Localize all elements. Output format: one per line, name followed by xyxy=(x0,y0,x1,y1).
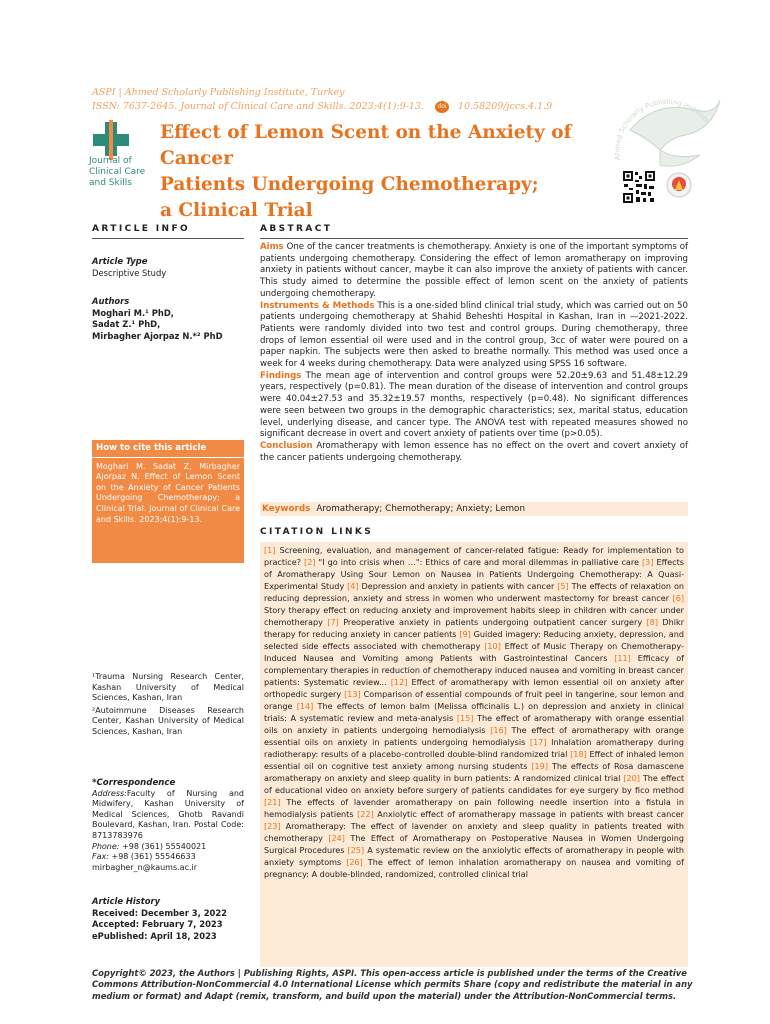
author-2: Sadat Z.¹ PhD, xyxy=(92,319,161,329)
journal-logo-name: Journal of Clinical Care and Skills xyxy=(89,156,146,188)
citation-number[interactable]: [7] xyxy=(327,617,339,628)
article-type-value: Descriptive Study xyxy=(92,267,167,278)
phone-label: Phone: xyxy=(92,841,120,851)
citation-link[interactable]: The effect of educational video on anxiety before surgery of patients candidates for eye surgery by fico method xyxy=(264,773,684,796)
article-info-rule xyxy=(92,238,244,239)
citation-link[interactable]: The effects of lemon balm (Melissa officinalis L.) on depression and anxiety in clinical trials: A systematic review and meta-analysis xyxy=(264,701,684,724)
fax-line xyxy=(92,852,244,863)
citation-links-heading: CITATION LINKS xyxy=(260,527,374,537)
qr-code-icon[interactable] xyxy=(622,170,656,204)
citation-links-list xyxy=(260,542,688,967)
citation-link[interactable]: The effects of lavender aromatherapy on pain following needle insertion into a fistula in hemodialysis patients xyxy=(264,797,684,820)
fax-label: Fax: xyxy=(92,852,109,862)
citation-link[interactable]: Anxiolytic effect of aromatherapy massage in patients with breast cancer xyxy=(377,809,684,820)
citation-number[interactable]: [16] xyxy=(490,725,507,736)
citation-number[interactable]: [23] xyxy=(264,821,281,832)
phone-value: +98 (361) 55540021 xyxy=(122,841,207,851)
correspondence-block xyxy=(92,778,244,873)
phone-line xyxy=(92,842,244,853)
issn-line xyxy=(92,100,552,114)
address-value: Faculty of Nursing and Midwifery, Kashan University of Medical Sciences, Ghotb Ravandi Boulevard, Kashan, Iran. Postal Code: 8713783976 xyxy=(92,788,244,840)
article-type-block xyxy=(92,256,244,279)
citation-link[interactable]: Effects of Aromatherapy Using Sour Lemon on Nausea in Patients Undergoing Chemotherapy: A Quasi-Experimental Study xyxy=(264,557,684,592)
keywords-value: Aromatherapy; Chemotherapy; Anxiety; Lemon xyxy=(316,504,526,514)
article-type-label: Article Type xyxy=(92,256,148,266)
how-to-cite-heading: How to cite this article xyxy=(92,440,244,458)
citation-link[interactable]: Effect of inhaled lemon essential oil on cognitive test anxiety among nursing students xyxy=(264,749,684,772)
citation-number[interactable]: [5] xyxy=(557,581,569,592)
citation-link[interactable]: Preoperative anxiety in patients undergoing outpatient cancer surgery xyxy=(343,617,643,628)
fax-value: +98 (361) 55546633 xyxy=(111,852,196,862)
citation-link[interactable]: Story therapy effect on reducing anxiety and improvement habits sleep in children with cancer under chemotherapy xyxy=(264,605,684,628)
email-link[interactable]: mirbagher_n@kaums.ac.ir xyxy=(92,862,198,872)
citation-number[interactable]: [15] xyxy=(456,713,474,724)
correspondence-label: *Correspondence xyxy=(92,778,176,788)
published-date: ePublished: April 18, 2023 xyxy=(92,930,217,941)
article-history-label: Article History xyxy=(92,896,161,906)
affiliation-1: ¹Trauma Nursing Research Center, Kashan University of Medical Sciences, Kashan, Iran xyxy=(92,672,244,703)
copyright-notice: Copyright© 2023, the Authors | Publishing Rights, ASPI. This open-access article is published under the terms of the Creative Commons Attribution-NonCommercial 4.0 International License which permits Share (copy and redistribute the material in any medium or format) and Adapt (remix, transform, and build upon the material) under the Attribution-NonCommercial terms. xyxy=(92,968,693,1001)
citation-number[interactable]: [11] xyxy=(614,653,631,664)
citation-number[interactable]: [10] xyxy=(484,641,501,652)
article-info-heading: ARTICLE INFO xyxy=(92,224,191,234)
citation-link[interactable]: Screening, evaluation, and management of cancer-related fatigue: Ready for implementation to practice? xyxy=(264,545,684,568)
publisher-bird-logo xyxy=(600,90,730,200)
keywords-label: Keywords xyxy=(262,504,311,514)
methods-label: Instruments & Methods xyxy=(260,300,375,311)
abstract-findings: Findings The mean age of intervention and control groups were 52.20±9.63 and 51.48±12.29 years, respectively (p=0.81). The mean duration of the disease of intervention and control groups were 40.04±27.53 and 35.32±19.57 months, respectively (p=0.48). No significant differences were seen between two groups in the demographic characteristics; sex, marital status, education level, underlying disease, and cancer type. The ANOVA test with repeated measures showed no significant decrease in overt and covert anxiety of patients over time (p>0.05). xyxy=(260,370,688,440)
citation-link[interactable]: Aromatherapy: The effect of lavender on anxiety and sleep quality in patients treated with chemotherapy xyxy=(264,821,684,844)
citation-link[interactable]: Effect of aromatherapy with lemon essential oil on anxiety after orthopedic surgery xyxy=(264,677,685,700)
citation-number[interactable]: [13] xyxy=(344,689,361,700)
citation-number[interactable]: [9] xyxy=(459,629,471,640)
citation-link[interactable]: Inhalation aromatherapy during radiotherapy: results of a placebo-controlled double-blind randomized trial xyxy=(264,737,684,760)
citation-link[interactable]: The effect of lemon inhalation aromatherapy on nausea and vomiting of pregnancy: A double-blinded, randomized, controlled clinical trial xyxy=(264,857,684,880)
issn-text: ISSN: 7637-2645. Journal of Clinical Care and Skills. 2023;4(1):9-13. xyxy=(92,101,424,112)
article-history-block xyxy=(92,896,244,942)
citation-link[interactable]: Efficacy of complementary therapies in reduction of chemotherapy induced nausea and vomiting in breast cancer patients: Systematic review... xyxy=(264,653,685,688)
citation-number[interactable]: [21] xyxy=(264,797,281,808)
abstract-rule xyxy=(260,238,688,239)
doi-icon: doi xyxy=(435,101,449,113)
authors-label: Authors xyxy=(92,296,130,306)
conclusion-label: Conclusion xyxy=(260,440,313,451)
citation-number[interactable]: [17] xyxy=(529,737,547,748)
publisher-line: ASPI | Ahmed Scholarly Publishing Institute, Turkey xyxy=(92,87,345,98)
citation-number[interactable]: [20] xyxy=(623,773,640,784)
abstract-body xyxy=(260,242,688,464)
citation-number[interactable]: [12] xyxy=(390,677,408,688)
aims-label: Aims xyxy=(260,242,284,252)
citation-link[interactable]: A systematic review on the anxiolytic effects of aromatherapy in people with anxiety symptoms xyxy=(264,845,685,868)
citation-link[interactable]: The effect of aromatherapy with orange essential oils on anxiety in patients undergoing hemodialysis xyxy=(264,725,684,748)
how-to-cite-box xyxy=(92,440,244,563)
journal-logo xyxy=(85,120,155,200)
citation-number[interactable]: [14] xyxy=(296,701,314,712)
citation-number[interactable]: [8] xyxy=(646,617,658,628)
citation-number[interactable]: [24] xyxy=(328,833,345,844)
crossmark-icon[interactable] xyxy=(666,172,692,200)
author-1: Moghari M.¹ PhD, xyxy=(92,307,174,318)
keywords-bar xyxy=(260,502,688,516)
abstract-methods: Instruments & Methods This is a one-sided blind clinical trial study, which was carried out on 50 patients undergoing chemotherapy at Shahid Beheshti Hospital in Kashan, Iran in —2021-2022. Patients were randomly divided into two test and control groups. During chemotherapy, three drops of lemon essential oil were used and in the control group, 3cc of water were poured on a paper napkin. The subjects were then asked to breathe normally. This method was used once a week for 4 weeks during chemotherapy. Data were analyzed using SPSS 16 software. xyxy=(260,300,688,370)
journal-meta xyxy=(92,86,552,114)
citation-number[interactable]: [2] xyxy=(304,557,316,568)
citation-link[interactable]: The effect of aromatherapy with orange essential oils on anxiety in patients undergoing hemodialysis xyxy=(264,713,684,736)
abstract-aims: Aims One of the cancer treatments is chemotherapy. Anxiety is one of the important symptoms of patients undergoing chemotherapy. Considering the effect of lemon aromatherapy on improving anxiety in patients without cancer, maybe it can also improve the anxiety of patients with cancer. This study aimed to determine the possible effect of lemon scent on the anxiety of patients undergoing chemotherapy. xyxy=(260,242,688,299)
abstract-heading: ABSTRACT xyxy=(260,224,333,234)
citation-number[interactable]: [26] xyxy=(346,857,363,868)
citation-number[interactable]: [18] xyxy=(570,749,587,760)
address-label: Address: xyxy=(92,788,127,798)
correspondence-address xyxy=(92,789,244,842)
affiliation-2: ²Autoimmune Diseases Research Center, Kashan University of Medical Sciences, Kashan, Iran xyxy=(92,705,244,736)
citation-number[interactable]: [4] xyxy=(347,581,359,592)
affiliations-block xyxy=(92,672,244,738)
authors-block xyxy=(92,296,244,342)
citation-link[interactable]: Guided imagery: Reducing anxiety, depression, and selected side effects associated with chemotherapy xyxy=(264,629,684,652)
citation-number[interactable]: [1] xyxy=(264,545,276,555)
findings-label: Findings xyxy=(260,370,302,381)
journal-logo-icon xyxy=(85,120,155,160)
citation-link[interactable]: Dhikr therapy for reducing anxiety in cancer patients xyxy=(264,617,685,640)
citation-link[interactable]: Comparison of essential compounds of fruit peel in tangerine, sour lemon and orange xyxy=(264,689,685,712)
how-to-cite-text: Moghari M. Sadat Z, Mirbagher Ajorpaz N. Effect of Lemon Scent on the Anxiety of Cancer Patients Undergoing Chemotherapy; a Clinical Trial. Journal of Clinical Care and Skills. 2023;4(1):9-13. xyxy=(96,461,240,524)
citation-link[interactable]: Effect of Music Therapy on Chemotherapy-Induced Nausea and Vomiting among Patients with Gastrointestinal Cancers xyxy=(264,641,684,664)
citation-number[interactable]: [25] xyxy=(347,845,365,856)
accepted-date: Accepted: February 7, 2023 xyxy=(92,919,223,929)
citation-number[interactable]: [3] xyxy=(642,557,654,568)
received-date: Received: December 3, 2022 xyxy=(92,907,228,918)
doi-link[interactable]: 10.58209/jccs.4.1.9 xyxy=(458,101,553,112)
citation-number[interactable]: [19] xyxy=(531,761,548,772)
citation-number[interactable]: [6] xyxy=(672,593,684,604)
abstract-conclusion: Conclusion Aromatherapy with lemon essence has no effect on the overt and covert anxiety of the cancer patients undergoing chemotherapy. xyxy=(260,440,688,463)
citation-link[interactable]: The Effect of Aromatherapy on Postoperative Nausea in Women Undergoing Surgical Procedures xyxy=(264,833,685,856)
citation-link[interactable]: The effects of relaxation on reducing depression, anxiety and stress in women who underwent mastectomy for breast cancer xyxy=(264,581,685,604)
author-3: Mirbagher Ajorpaz N.*² PhD xyxy=(92,330,223,341)
citation-link[interactable]: "I go into crisis when …": Ethics of care and moral dilemmas in palliative care xyxy=(318,557,640,568)
citation-link[interactable]: Depression and anxiety in patients with cancer xyxy=(361,581,555,592)
bird-logo-text: Ahmed Scholarly Publishing Institute xyxy=(613,97,712,161)
article-title: Effect of Lemon Scent on the Anxiety of Cancer Patients Undergoing Chemotherapy; a Clinical Trial xyxy=(160,122,572,221)
citation-number[interactable]: [22] xyxy=(357,809,374,820)
citation-link[interactable]: The effects of Rosa damascene aromatherapy on anxiety and sleep quality in burn patients: A randomized clinical trial xyxy=(264,761,684,784)
